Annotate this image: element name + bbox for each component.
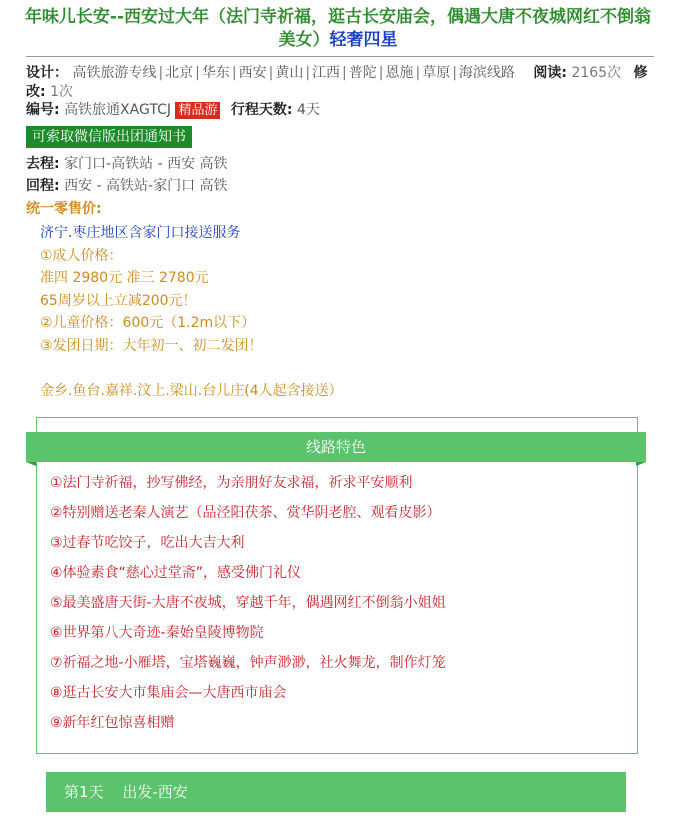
return-value: 西安 - 高铁站-家门口 高铁 — [64, 178, 228, 194]
features-list — [50, 472, 446, 742]
tag-separator: | — [231, 65, 237, 81]
outbound-value: 家门口-高铁站 - 西安 高铁 — [64, 156, 228, 172]
design-tag-link[interactable]: 草原 — [422, 65, 451, 81]
design-row — [26, 64, 656, 102]
list-item: ③过春节吃饺子，吃出大吉大利 — [50, 535, 245, 551]
grade-label: 轻奢四星 — [329, 30, 398, 50]
pickup-areas: 金乡.鱼台.嘉祥.汶上.梁山.台儿庄(4人起含接送） — [40, 383, 343, 400]
design-tag-link[interactable]: 西安 — [238, 65, 267, 81]
design-tag-list — [72, 65, 514, 81]
tag-separator: | — [158, 65, 164, 81]
premium-badge: 精品游 — [175, 102, 220, 119]
adult-price: 准四 2980元 准三 2780元 — [40, 270, 209, 287]
return-label: 回程: — [26, 178, 60, 194]
day-1-title: 出发-西安 — [122, 783, 188, 801]
views-label: 阅读: — [533, 65, 567, 81]
price-spacer — [40, 358, 343, 381]
departure-dates: ③发团日期：大年初一、初二发团！ — [40, 337, 263, 354]
edits-count: 1次 — [50, 84, 73, 100]
outbound-label: 去程: — [26, 156, 60, 172]
list-item: ②特别赠送老秦人演艺（品泾阳茯茶、赏华阴老腔、观看皮影） — [50, 505, 441, 521]
design-tag-link[interactable]: 普陀 — [348, 65, 377, 81]
price-block — [40, 222, 343, 403]
day-1-header[interactable] — [46, 772, 626, 812]
code-row — [26, 101, 320, 120]
list-item: ⑦祈福之地-小雁塔，宝塔巍巍，钟声渺渺，社火舞龙，制作灯笼 — [50, 655, 446, 671]
views-count: 2165次 — [571, 65, 622, 81]
list-item: ⑧逛古长安大市集庙会—大唐西市庙会 — [50, 685, 287, 701]
design-tag-link[interactable]: 高铁旅游专线 — [72, 65, 157, 81]
day-1-label: 第1天 — [64, 783, 104, 801]
list-item: ⑨新年红包惊喜相赠 — [50, 715, 175, 731]
wechat-notice-button[interactable]: 可索取微信版出团通知书 — [26, 126, 192, 148]
tag-separator: | — [452, 65, 457, 81]
page-title — [18, 6, 658, 52]
tag-separator: | — [415, 65, 421, 81]
days-label: 行程天数: — [230, 102, 293, 118]
outbound-row — [26, 154, 228, 174]
design-tag-link[interactable]: 北京 — [165, 65, 194, 81]
price-heading: 统一零售价: — [26, 201, 102, 217]
child-price: ②儿童价格：600元（1.2m以下） — [40, 315, 256, 332]
list-item: ⑥世界第八大奇迹-秦始皇陵博物院 — [50, 625, 264, 641]
design-tag-link[interactable]: 海滨线路 — [458, 65, 515, 81]
list-item: ⑤最美盛唐天街-大唐不夜城，穿越千年，偶遇网红不倒翁小姐姐 — [50, 595, 446, 611]
design-tag-link[interactable]: 恩施 — [385, 65, 414, 81]
tag-separator: | — [305, 65, 311, 81]
features-heading: 线路特色 — [26, 432, 646, 462]
title-divider — [26, 56, 654, 57]
return-row — [26, 176, 228, 196]
tag-separator: | — [268, 65, 274, 81]
code-value: 高铁旅通XAGTCJ — [64, 102, 171, 118]
edits-label: 修改: — [26, 65, 648, 100]
design-tag-link[interactable]: 黄山 — [275, 65, 304, 81]
service-note: 济宁.枣庄地区含家门口接送服务 — [40, 225, 241, 241]
tag-separator: | — [195, 65, 200, 81]
list-item: ①法门寺祈福，抄写佛经，为亲朋好友求福，祈求平安顺利 — [50, 475, 413, 491]
design-tag-link[interactable]: 江西 — [312, 65, 341, 81]
list-item: ④体验素食“慈心过堂斋”，感受佛门礼仪 — [50, 565, 302, 581]
senior-discount: 65周岁以上立减200元！ — [40, 292, 197, 309]
tag-separator: | — [342, 65, 347, 81]
adult-price-label: ①成人价格： — [40, 247, 123, 264]
title-text: 年味儿长安--西安过大年（法门寺祈福，逛古长安庙会，偶遇大唐不夜城网红不倒翁美女） — [24, 7, 652, 50]
days-value: 4天 — [296, 102, 320, 118]
code-label: 编号: — [26, 102, 60, 118]
tag-separator: | — [378, 65, 384, 81]
design-tag-link[interactable]: 华东 — [201, 65, 230, 81]
design-label: 设计： — [26, 65, 68, 81]
